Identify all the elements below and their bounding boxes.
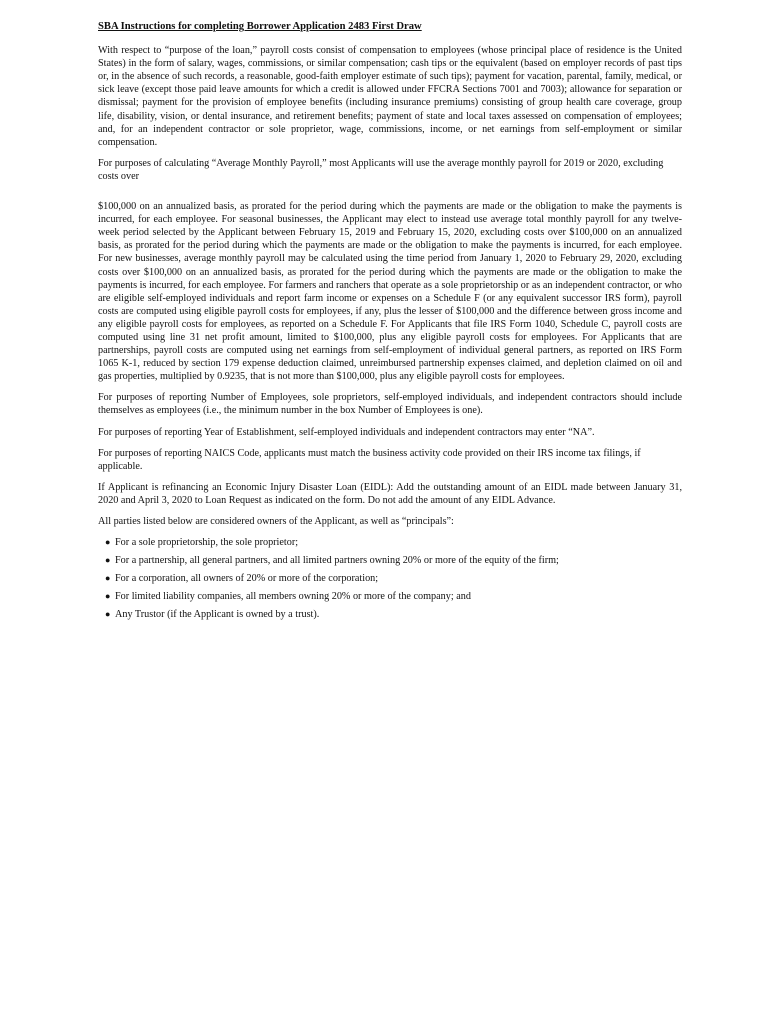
list-item <box>105 536 682 549</box>
bullet-icon: ● <box>105 537 111 548</box>
list-item-text: For a corporation, all owners of 20% or more of the corporation; <box>115 573 379 585</box>
list-item-text: For limited liability companies, all members owning 20% or more of the company; and <box>115 591 471 603</box>
bullet-icon: ● <box>105 573 111 584</box>
list-item <box>105 590 682 603</box>
bullet-icon: ● <box>105 609 111 620</box>
list-item-text: Any Trustor (if the Applicant is owned by a trust). <box>115 609 320 621</box>
list-item <box>105 572 682 585</box>
paragraph-year-of-establishment: For purposes of reporting Year of Establishment, self-employed individuals and independent contractors may enter “NA”. <box>98 426 595 438</box>
paragraph-naics-code: For purposes of reporting NAICS Code, applicants must match the business activity code provided on their IRS income tax filings, if applicable. <box>98 447 641 472</box>
list-item <box>105 608 682 621</box>
list-item-text: For a sole proprietorship, the sole proprietor; <box>115 537 299 549</box>
list-item <box>105 554 682 567</box>
paragraph-owners-principals: All parties listed below are considered owners of the Applicant, as well as “principals”: <box>98 516 454 527</box>
bullet-icon: ● <box>105 555 111 566</box>
document-page <box>98 20 682 627</box>
paragraph-number-of-employees: For purposes of reporting Number of Employees, sole proprietors, self-employed individuals, and independent contractors should include themselves as employees (i.e., the minimum number in the box Number of Employees is one). <box>98 392 682 417</box>
bullet-icon: ● <box>105 591 111 602</box>
paragraph-eidl-refinancing: If Applicant is refinancing an Economic Injury Disaster Loan (EIDL): Add the outstanding amount of an EIDL made between January 31, 2020 and April 3, 2020 to Loan Request as indicated on the form. Do not add the amount of any EIDL Advance. <box>98 481 682 506</box>
list-item-text: For a partnership, all general partners, and all limited partners owning 20% or more of the equity of the firm; <box>115 555 559 567</box>
paragraph-payroll-costs: With respect to “purpose of the loan,” payroll costs consist of compensation to employees (whose principal place of residence is the United States) in the form of salary, wages, commissions, or similar compensation; cash tips or the equivalent (based on employer records of past tips or, in the absence of such records, a reasonable, good-faith employer estimate of such tips); payment for vacation, parental, family, medical, or sick leave (except those paid leave amounts for which a credit is allowed under FFCRA Sections 7001 and 7003); allowance for separation or dismissal; payment for the provision of employee benefits (including insurance premiums) consisting of group health care coverage, group life, disability, vision, or dental insurance, and retirement benefits; payment of state and local taxes assessed on compensation of employees; and, for an independent contractor or sole proprietor, wage, commissions, income, or net earnings from self-employment or similar compensation. <box>98 45 682 148</box>
owners-bullet-list <box>98 536 682 621</box>
document-title: SBA Instructions for completing Borrower Application 2483 First Draw <box>98 21 422 32</box>
paragraph-payroll-calculation: $100,000 on an annualized basis, as prorated for the period during which the payments are made or the obligation to make the payments is incurred, for each employee. For seasonal businesses, the Applicant may elect to instead use average total monthly payroll for any twelve-week period selected by the Applicant between February 15, 2019 and February 15, 2020, excluding costs over $100,000 on an annualized basis, as prorated for the period during which the payments are made or the obligation to make the payments is incurred, for each employee. For new businesses, average monthly payroll may be calculated using the time period from January 1, 2020 to February 29, 2020, excluding costs over $100,000 on an annualized basis, as prorated for the period during which the payments are made or the obligation to make the payments is incurred, for each employee. For farmers and ranchers that operate as a sole proprietorship or as an independent contractor, or who are eligible self-employed individuals and report farm income or expenses on a Schedule F (or any equivalent successor IRS form), payroll costs are computed using eligible payroll costs for employees, if any, plus the lesser of $100,000 and the difference between gross income and any eligible payroll costs for employees, as reported on a Schedule F. For Applicants that file IRS Form 1040, Schedule C, payroll costs are computed using line 31 net profit amount, limited to $100,000, plus any eligible payroll costs for employees. For Applicants that are partnerships, payroll costs are computed using net earnings from self-employment of individual general partners, as reported on IRS Form 1065 K-1, reduced by section 179 expense deduction claimed, unreimbursed partnership expenses claimed, and depletion claimed on oil and gas properties, multiplied by 0.9235, that is not more than $100,000, plus any eligible payroll costs for employees. <box>98 201 682 383</box>
paragraph-average-monthly-payroll: For purposes of calculating “Average Monthly Payroll,” most Applicants will use the average monthly payroll for 2019 or 2020, excluding costs over <box>98 157 664 182</box>
